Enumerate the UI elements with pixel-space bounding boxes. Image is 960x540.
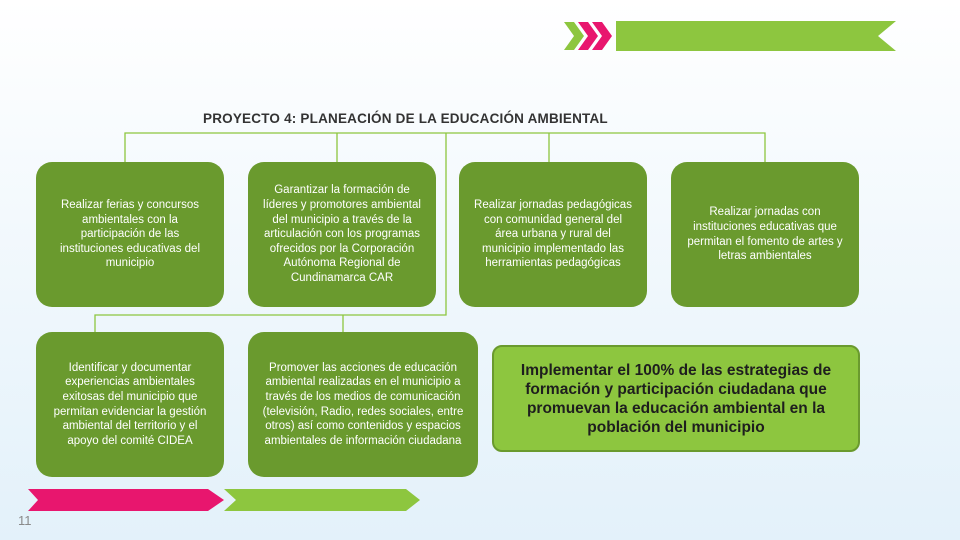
action-box-ferias: [36, 162, 224, 307]
page-title: PROYECTO 4: PLANEACIÓN DE LA EDUCACIÓN AMBIENTAL: [203, 111, 608, 126]
bottom-pink-arrow: [28, 489, 224, 511]
action-text: Realizar jornadas con instituciones educativas que permitan el fomento de artes y letras ambientales: [687, 206, 843, 263]
action-text: Promover las acciones de educación ambiental realizadas en el municipio a través de los medios de comunicación (televisión, Radio, redes sociales, entre otros) así como contenidos y espacios ambientales de información ciudadana: [262, 361, 464, 447]
action-box-experiencias: [36, 332, 224, 477]
action-text: Garantizar la formación de líderes y promotores ambiental del municipio a través de la articulación con los programas ofrecidos por la Corporación Autónoma Regional de Cundinamarca CAR: [263, 184, 421, 284]
connector-top: [125, 133, 765, 162]
goal-box: [492, 345, 860, 452]
action-text: Realizar jornadas pedagógicas con comunidad general del área urbana y rural del municipio implementado las herramientas pedagógicas: [474, 199, 632, 270]
bottom-green-arrow: [224, 489, 420, 511]
bottom-arrows-decoration: [24, 486, 424, 514]
action-box-lideres: [248, 162, 436, 307]
goal-text: Implementar el 100% de las estrategias de formación y participación ciudadana que promuevan la educación ambiental en la población del municipio: [520, 361, 832, 436]
action-box-jornadas-comunidad: [459, 162, 647, 307]
action-text: Identificar y documentar experiencias ambientales exitosas del municipio que permitan evidenciar la gestión ambiental del territorio y el apoyo del comité CIDEA: [53, 361, 207, 447]
action-text: Realizar ferias y concursos ambientales con la participación de las instituciones educativas del municipio: [60, 199, 200, 270]
page-number: 11: [18, 513, 32, 528]
action-box-jornadas-instituciones: [671, 162, 859, 307]
action-box-comunicacion: [248, 332, 478, 477]
